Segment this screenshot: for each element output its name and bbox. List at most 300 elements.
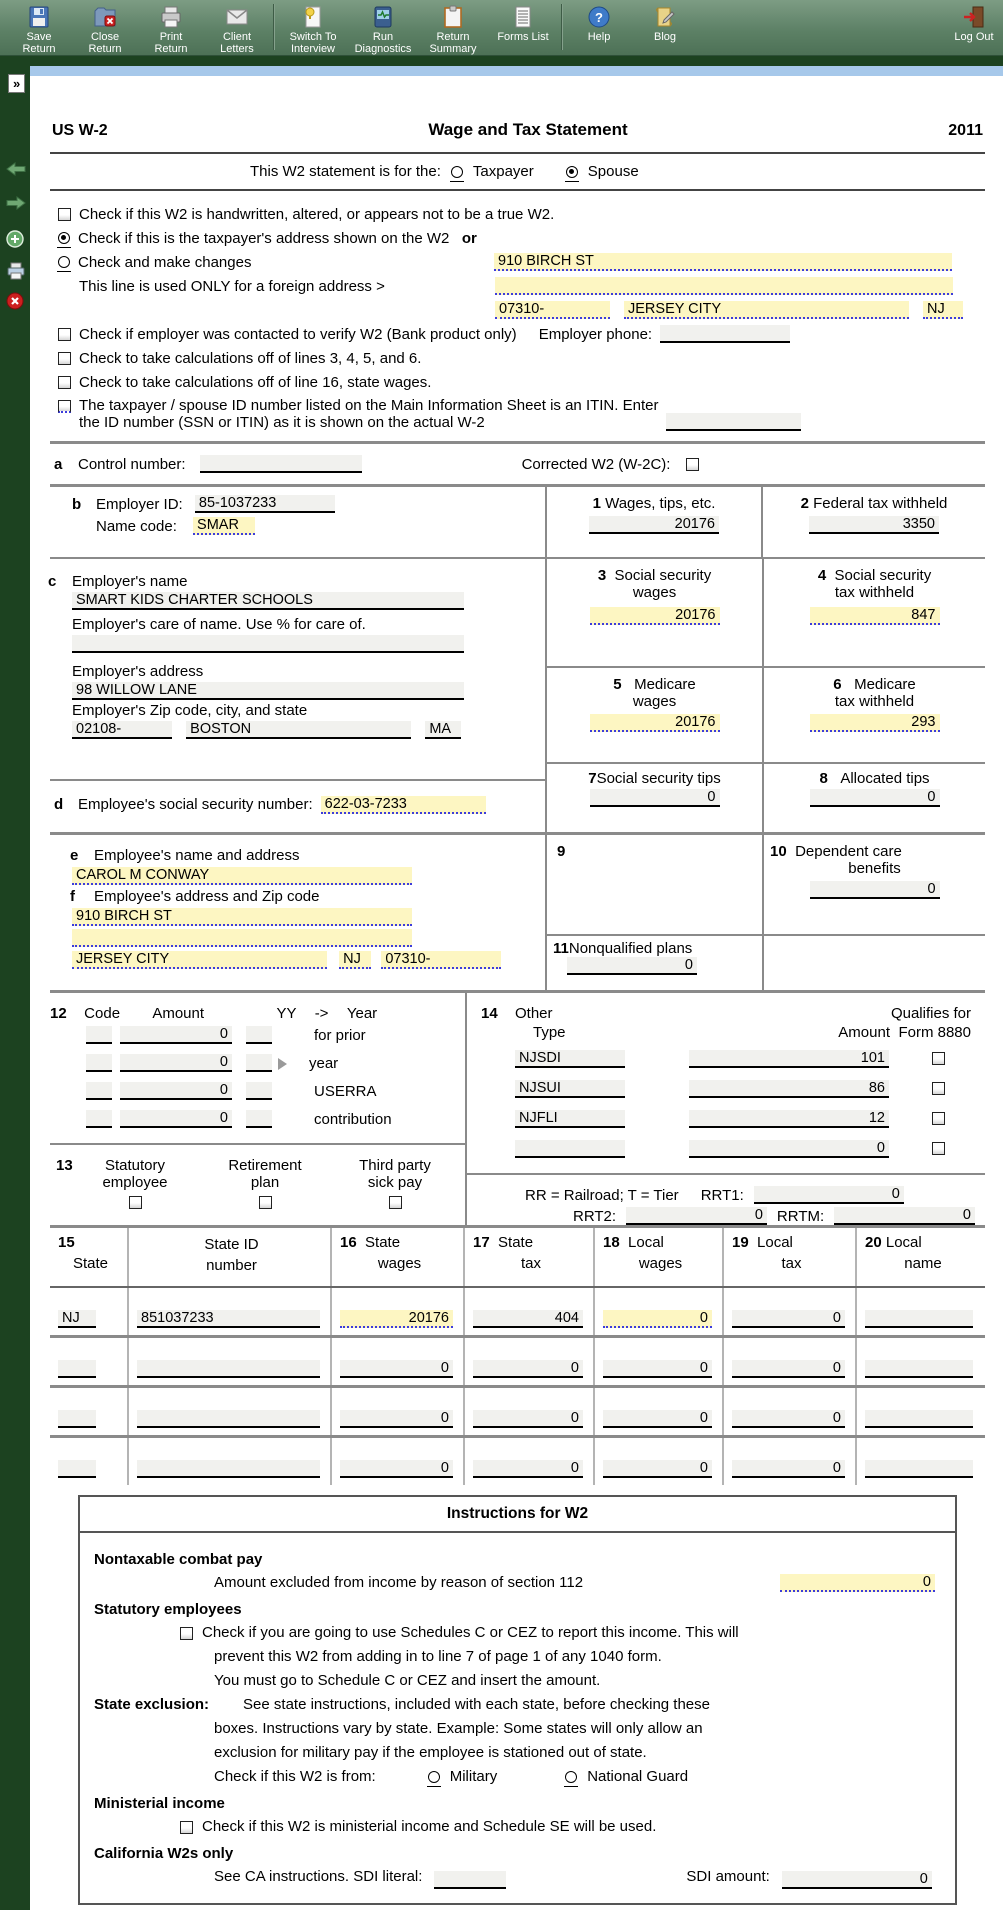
form-8880-label: Form 8880 [898,1024,971,1041]
box-3-input[interactable]: 20176 [590,607,720,625]
employer-phone-input[interactable] [660,325,790,343]
box-14-type-input-1[interactable]: NJSDI [515,1050,625,1068]
itin-label: The taxpayer / spouse ID number listed on the Main Information Sheet is an ITIN. Enter the ID number (SSN or ITIN) as it is shown on the actual W-2 [79,397,659,431]
handwritten-checkbox[interactable] [58,208,71,221]
box-14-rr-column [465,993,985,1225]
toolbar-separator [273,4,275,50]
statement-for-label: This W2 statement is for the: [250,163,441,180]
control-number-label: Control number: [78,455,186,473]
box-2 [761,487,985,557]
employee-city-input[interactable]: JERSEY CITY [72,951,327,969]
toolbar-label: Return [436,31,470,43]
box-14-amount-input-2[interactable]: 86 [689,1080,889,1098]
statutory-employee-checkbox[interactable] [129,1196,142,1209]
box-9 [547,835,762,934]
sdi-amount-label: SDI amount: [686,1868,770,1885]
corrected-w2-checkbox[interactable] [686,458,699,471]
toolbar-label: Blog [653,31,677,43]
toolbar-label: Return [154,43,188,55]
box-5-number: 5 [613,676,622,693]
box-12-yy-input-4[interactable] [246,1110,272,1128]
box-3-number: 3 [597,567,607,584]
state-table-header: 15 State State ID number 16 State wages 17 State tax 18 Local wages 19 Local tax 20 Local name [50,1228,985,1288]
box-b-letter: b [72,496,82,513]
zip-input[interactable]: 07310- [495,301,610,319]
add-icon[interactable] [6,230,24,248]
box-12-amount-input-3[interactable]: 0 [120,1082,232,1100]
calc-off-16-checkbox[interactable] [58,376,71,389]
third-party-sick-pay-checkbox[interactable] [389,1196,402,1209]
employee-ssn-label: Employee's social security number: [78,796,313,813]
box-12-note-4: contribution [314,1111,392,1128]
box-12-code-header: Code [84,1005,121,1022]
state-wages-input-2[interactable]: 0 [340,1360,453,1378]
employer-zip-input[interactable]: 02108- [72,721,172,739]
form-page [30,66,1003,1910]
box-d-letter: d [54,796,64,813]
state-input-3[interactable] [58,1410,96,1428]
box-11-number: 11 [553,939,569,957]
box-e-f [50,835,545,990]
calc-off-lines-checkbox[interactable] [58,352,71,365]
rrt1-input[interactable]: 0 [754,1186,904,1204]
sdi-amount-input[interactable]: 0 [782,1871,932,1889]
box-1 [545,487,761,557]
close-folder-icon [92,4,118,30]
box-7-number: 7 [588,770,597,787]
forward-arrow-icon[interactable] [6,196,26,210]
back-arrow-icon[interactable] [6,162,26,176]
box-12 [50,993,465,1145]
rrt2-label: RRT2: [573,1207,617,1225]
top-toolbar [0,0,1003,56]
local-name-input-3[interactable] [865,1410,973,1428]
national-guard-label: National Guard [587,1768,689,1785]
box-12-yy-input-2[interactable] [246,1054,272,1072]
box-3-label2: wages [632,584,677,601]
make-changes-label: Check and make changes [78,253,252,271]
military-label: Military [449,1768,498,1785]
box-5-input[interactable]: 20176 [590,714,720,732]
box-12-amount-input-2[interactable]: 0 [120,1054,232,1072]
diagnostics-icon [370,4,396,30]
box-12-yy-header: YY [276,1005,297,1022]
employee-ssn-input[interactable]: 622-03-7233 [321,796,486,814]
employer-contacted-checkbox[interactable] [58,328,71,341]
local-wages-input-1[interactable]: 0 [603,1310,712,1328]
toolbar-label: Diagnostics [354,43,412,55]
exclusion-line-2: boxes. Instructions vary by state. Example: Some states will only allow an [214,1720,703,1737]
toolbar-label: Log Out [954,31,994,43]
box-12-note-1: for prior [314,1027,366,1044]
qualifies-8880-checkbox-3[interactable] [932,1112,945,1125]
left-sidebar [0,56,30,1910]
rrt1-label: RRT1: [700,1186,744,1204]
state-wages-input-4[interactable]: 0 [340,1460,453,1478]
control-number-input[interactable] [200,455,362,473]
row-pointer-icon [278,1058,287,1070]
combat-pay-heading: Nontaxable combat pay [94,1551,263,1568]
state-row-1 [50,1288,985,1335]
interview-icon [300,4,326,30]
local-name-input-4[interactable] [865,1460,973,1478]
w2-form [30,76,1000,1905]
taxpayer-address-radio[interactable] [58,232,70,244]
box-4-label2: tax withheld [834,584,915,601]
combat-pay-input[interactable]: 0 [780,1574,935,1592]
log-out-button[interactable] [941,3,1003,43]
envelope-icon [224,4,250,30]
employee-address2-input[interactable] [72,929,412,947]
expand-panel-tab[interactable] [8,74,25,93]
box-4-input[interactable]: 847 [810,607,940,625]
box-13 [50,1145,465,1209]
codes-section [50,993,985,1225]
box-8-input[interactable]: 0 [810,789,940,807]
rrtm-input[interactable]: 0 [834,1207,975,1225]
railroad-note: RR = Railroad; T = Tier [525,1186,679,1204]
box-1-label: Wages, tips, etc. [605,495,716,512]
local-tax-input-4[interactable]: 0 [732,1460,845,1478]
print-return-button[interactable] [138,3,204,55]
form-id: US W-2 [52,122,108,139]
state-local-table [50,1228,985,1485]
employee-name-input[interactable]: CAROL M CONWAY [72,867,412,885]
help-button[interactable] [566,3,632,43]
toolbar-label: Save [26,31,52,43]
type-header: Type [533,1024,566,1041]
local-tax-input-1[interactable]: 0 [732,1310,845,1328]
combat-pay-line: Amount excluded from income by reason of section 112 [214,1574,584,1591]
box-14-type-input-2[interactable]: NJSUI [515,1080,625,1098]
employee-address-label: Employee's address and Zip code [94,888,320,905]
box-14-number: 14 [481,1005,498,1022]
form-header [50,76,985,152]
blog-icon [652,4,678,30]
instructions-title: Instructions for W2 [80,1497,955,1533]
box-2-label: Federal tax withheld [813,495,948,512]
ca-sdi-label: See CA instructions. SDI literal: [214,1868,423,1885]
box-12-yy-input-1[interactable] [246,1026,272,1044]
box-12-arrow-label: -> [314,1005,329,1022]
spouse-radio-label: Spouse [587,163,639,180]
box-c-letter: c [48,573,57,590]
help-icon [586,4,612,30]
employer-id-section [50,487,985,557]
state-tax-input-2[interactable]: 0 [473,1360,583,1378]
box-3-label: Social security [614,567,712,584]
box-12-number: 12 [50,1005,67,1022]
statutory-line-1: Check if you are going to use Schedules C or CEZ to report this income. This will [202,1624,739,1641]
national-guard-radio[interactable] [565,1771,577,1783]
box-13-number: 13 [56,1157,73,1174]
state-input-4[interactable] [58,1460,96,1478]
box-11 [547,936,762,990]
local-tax-input-3[interactable]: 0 [732,1410,845,1428]
name-code-label: Name code: [96,518,177,535]
statutory-heading: Statutory employees [94,1601,242,1618]
sdi-literal-input[interactable] [434,1871,506,1889]
forms-list-button[interactable] [488,3,558,43]
form-year: 2011 [948,122,983,139]
control-number-row [50,444,985,484]
toolbar-label: Client [222,31,252,43]
employer-zip-label: Employer's Zip code, city, and state [72,702,308,719]
box-6 [762,668,985,762]
taxpayer-radio[interactable] [451,166,463,178]
box-14-amount-input-3[interactable]: 12 [689,1110,889,1128]
box-9-number: 9 [557,843,566,860]
box-12-amount-input-1[interactable]: 0 [120,1026,232,1044]
schedule-c-checkbox[interactable] [180,1627,193,1640]
box-a-letter: a [54,455,63,473]
employer-name-section [50,559,985,832]
printer-icon [158,4,184,30]
state-wages-input-1[interactable]: 20176 [340,1310,453,1328]
save-icon [26,4,52,30]
box-10-input[interactable]: 0 [810,881,940,899]
toolbar-label: Run [372,31,394,43]
box-3 [547,559,762,666]
boxes-9-11 [545,835,985,990]
box-11-empty-cell [762,936,985,990]
box-14 [467,993,985,1175]
toolbar-label: Help [587,31,611,43]
sick-pay-label: Third party [359,1157,431,1174]
state-input-2[interactable] [58,1360,96,1378]
toolbar-separator [561,4,563,50]
box-12-code-input-3[interactable] [86,1082,112,1100]
box-e-letter: e [70,847,79,864]
box-6-number: 6 [833,676,842,693]
state-tax-input-1[interactable]: 404 [473,1310,583,1328]
top-checkboxes-section [50,191,985,441]
box-5 [547,668,762,762]
retirement-plan-checkbox[interactable] [259,1196,272,1209]
box-f-letter: f [70,888,75,905]
toolbar-label: Forms List [497,31,549,43]
taxpayer-radio-label: Taxpayer [472,163,534,180]
forms-list-icon [510,4,536,30]
state-tax-input-3[interactable]: 0 [473,1410,583,1428]
box-8-number: 8 [819,770,828,787]
qualifies-label: Qualifies for [890,1005,971,1022]
employer-address-input[interactable]: 98 WILLOW LANE [72,682,464,700]
employee-address-input[interactable]: 910 BIRCH ST [72,908,412,926]
box-6-label: Medicare [854,676,916,693]
local-tax-input-2[interactable]: 0 [732,1360,845,1378]
box-6-input[interactable]: 293 [810,714,940,732]
statutory-label2: employee [102,1174,168,1191]
boxes-3-8 [545,559,985,832]
box-1-input[interactable]: 20176 [589,516,719,534]
box-12-note-3: USERRA [314,1083,377,1100]
return-summary-button[interactable] [418,3,488,55]
taxpayer-address-label: Check if this is the taxpayer's address shown on the W2 or [78,229,477,247]
military-radio[interactable] [428,1771,440,1783]
box-12-code-input-1[interactable] [86,1026,112,1044]
spouse-radio[interactable] [566,166,578,178]
svg-text:?: ? [595,10,603,25]
local-wages-input-3[interactable]: 0 [603,1410,712,1428]
box-14-amount-input-1[interactable]: 101 [689,1050,889,1068]
qualifies-8880-checkbox-4[interactable] [932,1142,945,1155]
statutory-line-3: You must go to Schedule C or CEZ and insert the amount. [214,1672,601,1689]
employer-phone-label: Employer phone: [538,325,653,343]
toolbar-label: Interview [290,43,336,55]
local-name-input-2[interactable] [865,1360,973,1378]
box-4 [762,559,985,666]
employee-section [50,835,985,990]
box-1-number: 1 [592,495,601,512]
employer-city-input[interactable]: BOSTON [186,721,411,739]
logout-icon [961,4,987,30]
employer-id-label: Employer ID: [96,496,183,513]
employer-name-input[interactable]: SMART KIDS CHARTER SCHOOLS [72,592,464,610]
local-wages-input-2[interactable]: 0 [603,1360,712,1378]
w2-from-label: Check if this W2 is from: [214,1768,376,1785]
box-14-type-input-3[interactable]: NJFLI [515,1110,625,1128]
local-wages-input-4[interactable]: 0 [603,1460,712,1478]
state-wages-input-3[interactable]: 0 [340,1410,453,1428]
calc-off-lines-label: Check to take calculations off of lines 3, 4, 5, and 6. [79,349,422,367]
employer-state-input[interactable]: MA [425,721,461,739]
box-7-label: Social security tips [596,770,721,787]
make-changes-radio[interactable] [58,256,70,268]
box-2-number: 2 [800,495,809,512]
employer-id-input[interactable]: 85-1037233 [195,495,335,513]
calc-off-16-label: Check to take calculations off of line 16, state wages. [79,373,432,391]
retirement-label2: plan [250,1174,280,1191]
handwritten-label: Check if this W2 is handwritten, altered, or appears not to be a true W2. [79,205,555,223]
exclusion-line-1: See state instructions, included with each state, before checking these [243,1696,710,1713]
employer-contacted-label: Check if employer was contacted to verify W2 (Bank product only) [79,325,517,343]
box-7-input[interactable]: 0 [590,789,720,807]
employee-zip-input[interactable]: 07310- [381,951,501,969]
employer-address-label: Employer's address [72,663,204,680]
box-c [50,559,545,832]
box-11-input[interactable]: 0 [567,957,697,975]
state-row-3 [50,1388,985,1435]
box-5-label: Medicare [634,676,696,693]
corrected-w2-label: Corrected W2 (W-2C): [521,455,671,473]
box-14-label: Other [515,1005,553,1022]
exclusion-line-3: exclusion for military pay if the employee is stationed out of state. [214,1744,647,1761]
railroad-section [467,1175,985,1225]
blog-button[interactable] [632,3,698,43]
itin-id-input[interactable] [666,413,801,431]
itin-checkbox[interactable] [58,400,71,413]
print-small-icon[interactable] [6,262,26,280]
rrt2-input[interactable]: 0 [626,1207,767,1225]
box-6-label2: tax withheld [834,693,915,710]
toolbar-label: Summary [429,43,477,55]
state-id-input-4[interactable] [137,1460,320,1478]
qualifies-8880-checkbox-2[interactable] [932,1082,945,1095]
name-code-input[interactable]: SMAR [193,517,255,535]
box-12-yy-input-3[interactable] [246,1082,272,1100]
state-row-2 [50,1338,985,1385]
save-return-button[interactable] [6,3,72,55]
clipboard-icon [440,4,466,30]
state-tax-input-4[interactable]: 0 [473,1460,583,1478]
state-exclusion-heading: State exclusion: [94,1696,210,1713]
retirement-label: Retirement [228,1157,302,1174]
amount-header: Amount [838,1024,890,1041]
box-10-label2: benefits [848,860,901,877]
box-12-amount-header: Amount [152,1005,205,1022]
state-input-1[interactable]: NJ [58,1310,96,1328]
ministerial-line: Check if this W2 is ministerial income and Schedule SE will be used. [202,1818,657,1835]
ministerial-heading: Ministerial income [94,1795,225,1812]
box-12-13-column [50,993,465,1225]
state-id-input-3[interactable] [137,1410,320,1428]
box-12-code-input-2[interactable] [86,1054,112,1072]
state-input[interactable]: NJ [923,301,963,319]
foreign-address-label: This line is used ONLY for a foreign address > [79,277,385,295]
instructions-box [78,1495,957,1905]
form-title: Wage and Tax Statement [428,120,628,139]
box-12-note-2: year [309,1055,339,1072]
box-10 [762,835,985,934]
local-name-input-1[interactable] [865,1310,973,1328]
employee-state-input[interactable]: NJ [339,951,371,969]
box-14-type-input-4[interactable] [515,1140,625,1158]
box-2-input[interactable]: 3350 [809,516,939,534]
sick-pay-label2: sick pay [367,1174,423,1191]
employee-name-label: Employee's name and address [94,847,300,864]
statutory-label: Statutory [104,1157,166,1174]
statutory-line-2: prevent this W2 from adding in to line 7 of page 1 of any 1040 form. [214,1648,662,1665]
toolbar-label: Return [88,43,122,55]
box-12-amount-input-4[interactable]: 0 [120,1110,232,1128]
toolbar-label: Letters [220,43,254,55]
run-diagnostics-button[interactable] [348,3,418,55]
page-top-bar [30,66,1003,76]
delete-icon[interactable] [6,292,24,310]
box-12-year-label: Year [346,1005,378,1022]
chevrons-icon: » [13,76,21,91]
workspace [0,56,1003,1910]
care-of-input[interactable] [72,635,464,653]
client-letters-button[interactable] [204,3,270,55]
close-return-button[interactable] [72,3,138,55]
box-12-code-input-4[interactable] [86,1110,112,1128]
state-id-input-2[interactable] [137,1360,320,1378]
foreign-address-input[interactable] [495,277,953,295]
box-11-label: Nonqualified plans [568,939,693,957]
toolbar-label: Return [22,43,56,55]
state-id-input-1[interactable]: 851037233 [137,1310,320,1328]
qualifies-8880-checkbox-1[interactable] [932,1052,945,1065]
box-14-amount-input-4[interactable]: 0 [689,1140,889,1158]
city-input[interactable]: JERSEY CITY [624,301,909,319]
ministerial-checkbox[interactable] [180,1821,193,1834]
box-8 [762,764,985,832]
box-10-number: 10 [770,843,787,860]
address-change-input[interactable]: 910 BIRCH ST [494,253,952,271]
california-heading: California W2s only [94,1845,234,1862]
state-row-4 [50,1438,985,1485]
switch-to-interview-button[interactable] [278,3,348,55]
box-5-label2: wages [632,693,677,710]
instructions-body [80,1533,955,1903]
box-10-label: Dependent care [795,843,902,860]
box-b [50,487,545,557]
toolbar-label: Print [159,31,183,43]
box-d [50,779,545,828]
toolbar-label: Switch To [289,31,337,43]
